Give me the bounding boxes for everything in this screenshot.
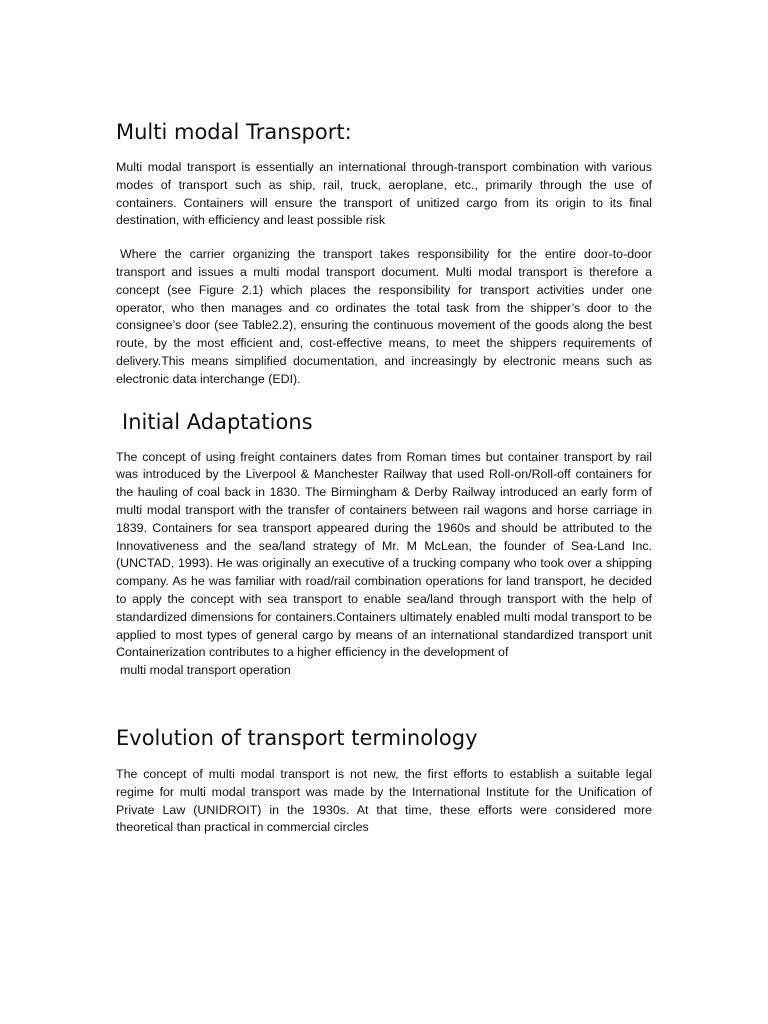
- heading-evolution-terminology: Evolution of transport terminology: [116, 725, 478, 750]
- paragraph-evolution: The concept of multi modal transport is not new, the first efforts to establish a suitable legal regime for multi modal transport was made by the International Institute for the Unification of Private Law (UNIDROIT) in the 1930s. At that time, these efforts were considered more theoretical than practical in commercial circles: [116, 766, 652, 835]
- paragraph-carrier-responsibility: Where the carrier organizing the transport takes responsibility for the entire door-to-door transport and issues a multi modal transport document. Multi modal transport is therefore a concept (see Figure 2.1) which places the responsibility for transport activities under one operator, who then manages and co ordinates the total task from the shipper’s door to the consignee’s door (see Table2.2), ensuring the continuous movement of the goods along the best route, by the most efficient and, cost-effective means, to meet the shippers requirements of delivery.This means simplified documentation, and increasingly by electronic means such as electronic data interchange (EDI).: [116, 247, 652, 386]
- document-content: [116, 118, 652, 837]
- heading-text: Multi modal Transport: [116, 120, 345, 144]
- paragraph-definition: Multi modal transport is essentially an international through-transport combination with various modes of transport such as ship, rail, truck, aeroplane, etc., primarily through the use of containers. Containers will ensure the transport of unitized cargo from its origin to its final destination, with efficiency and least possible risk: [116, 160, 652, 228]
- heading-colon: :: [344, 120, 352, 144]
- heading-initial-adaptations: Initial Adaptations: [122, 409, 313, 434]
- heading-multimodal-transport: [116, 118, 652, 146]
- paragraph-initial-adaptations-tail: multi modal transport operation: [120, 663, 291, 678]
- paragraph-initial-adaptations: The concept of using freight containers dates from Roman times but container transport by rail was introduced by the Liverpool & Manchester Railway that used Roll-on/Roll-off containers for the hauling of coal back in 1830. The Birmingham & Derby Railway introduced an early form of multi modal transport with the transfer of containers between rail wagons and horse carriage in 1839. Containers for sea transport appeared during the 1960s and should be attributed to the Innovativeness and the sea/land strategy of Mr. M McLean, the founder of Sea-Land Inc. (UNCTAD, 1993). He was originally an executive of a trucking company who took over a shipping company. As he was familiar with road/rail combination operations for land transport, he decided to apply the concept with sea transport to enable sea/land through transport with the help of standardized dimensions for containers.Containers ultimately enabled multi modal transport to be applied to most types of general cargo by means of an international standardized transport unit Containerization contributes to a higher efficiency in the development of: [116, 449, 652, 660]
